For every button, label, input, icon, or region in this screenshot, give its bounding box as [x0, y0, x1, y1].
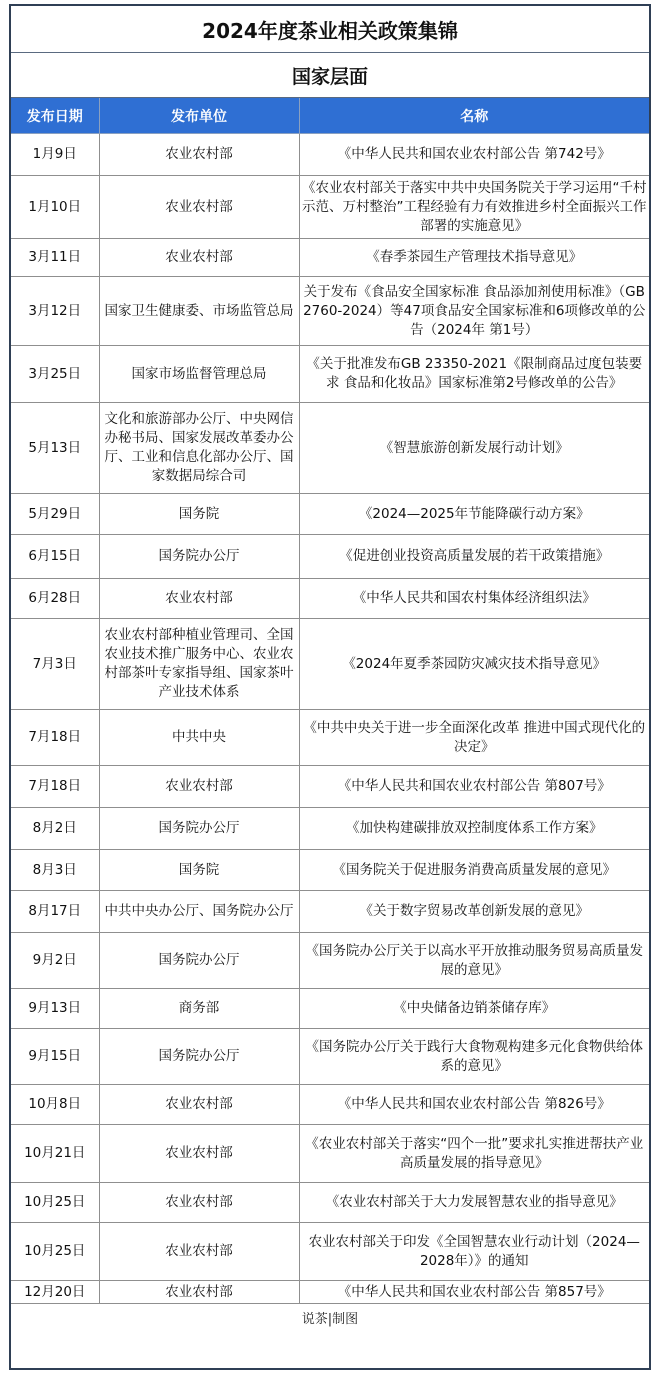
cell-name: 《中共中央关于进一步全面深化改革 推进中国式现代化的决定》 — [299, 710, 649, 766]
cell-date: 8月17日 — [11, 891, 99, 933]
cell-date: 3月11日 — [11, 239, 99, 277]
cell-name: 《智慧旅游创新发展行动计划》 — [299, 403, 649, 494]
table-row — [11, 1281, 649, 1304]
cell-unit: 农业农村部 — [99, 134, 299, 176]
table-row — [11, 619, 649, 710]
table-row — [11, 535, 649, 579]
cell-date: 9月2日 — [11, 933, 99, 989]
table-row — [11, 1183, 649, 1223]
cell-unit: 文化和旅游部办公厅、中央网信办秘书局、国家发展改革委办公厅、工业和信息化部办公厅、国家数据局综合司 — [99, 403, 299, 494]
table-row — [11, 1223, 649, 1281]
cell-unit: 农业农村部 — [99, 239, 299, 277]
cell-name: 《加快构建碳排放双控制度体系工作方案》 — [299, 808, 649, 850]
column-header-name: 名称 — [299, 98, 649, 134]
cell-date: 10月25日 — [11, 1183, 99, 1223]
section-title: 国家层面 — [11, 53, 649, 98]
cell-name: 《关于批准发布GB 23350-2021《限制商品过度包装要求 食品和化妆品》国家标准第2号修改单的公告》 — [299, 346, 649, 403]
cell-name: 《国务院办公厅关于践行大食物观构建多元化食物供给体系的意见》 — [299, 1029, 649, 1085]
table-row — [11, 403, 649, 494]
cell-unit: 国家市场监督管理总局 — [99, 346, 299, 403]
cell-date: 12月20日 — [11, 1281, 99, 1304]
cell-date: 10月21日 — [11, 1125, 99, 1183]
table-row — [11, 176, 649, 239]
cell-name: 《中华人民共和国农业农村部公告 第807号》 — [299, 766, 649, 808]
cell-unit: 国务院 — [99, 850, 299, 891]
table-row — [11, 579, 649, 619]
cell-name: 《国务院办公厅关于以高水平开放推动服务贸易高质量发展的意见》 — [299, 933, 649, 989]
table-body — [11, 134, 649, 1304]
cell-name: 《中华人民共和国农业农村部公告 第826号》 — [299, 1085, 649, 1125]
table-header-row — [11, 98, 649, 134]
cell-name: 关于发布《食品安全国家标准 食品添加剂使用标准》（GB 2760-2024）等47项食品安全国家标准和6项修改单的公告（2024年 第1号） — [299, 277, 649, 346]
policy-table-frame — [9, 4, 651, 1370]
page-title: 2024年度茶业相关政策集锦 — [11, 6, 649, 53]
table-row — [11, 1125, 649, 1183]
cell-unit: 国务院 — [99, 494, 299, 535]
column-header-date: 发布日期 — [11, 98, 99, 134]
cell-date: 5月13日 — [11, 403, 99, 494]
cell-date: 5月29日 — [11, 494, 99, 535]
table-row — [11, 346, 649, 403]
cell-unit: 农业农村部 — [99, 1085, 299, 1125]
cell-unit: 农业农村部 — [99, 1125, 299, 1183]
cell-date: 10月8日 — [11, 1085, 99, 1125]
table-row — [11, 277, 649, 346]
cell-unit: 农业农村部 — [99, 766, 299, 808]
cell-name: 《农业农村部关于大力发展智慧农业的指导意见》 — [299, 1183, 649, 1223]
cell-name: 《2024年夏季茶园防灾减灾技术指导意见》 — [299, 619, 649, 710]
cell-unit: 国务院办公厅 — [99, 808, 299, 850]
cell-date: 10月25日 — [11, 1223, 99, 1281]
cell-unit: 国家卫生健康委、市场监管总局 — [99, 277, 299, 346]
cell-date: 1月9日 — [11, 134, 99, 176]
table-row — [11, 766, 649, 808]
cell-unit: 中共中央办公厅、国务院办公厅 — [99, 891, 299, 933]
cell-date: 7月3日 — [11, 619, 99, 710]
cell-unit: 农业农村部种植业管理司、全国农业技术推广服务中心、农业农村部茶叶专家指导组、国家茶叶产业技术体系 — [99, 619, 299, 710]
cell-date: 3月12日 — [11, 277, 99, 346]
cell-name: 《促进创业投资高质量发展的若干政策措施》 — [299, 535, 649, 579]
cell-name: 《农业农村部关于落实“四个一批”要求扎实推进帮扶产业高质量发展的指导意见》 — [299, 1125, 649, 1183]
cell-name: 《关于数字贸易改革创新发展的意见》 — [299, 891, 649, 933]
table-row — [11, 1029, 649, 1085]
cell-unit: 国务院办公厅 — [99, 535, 299, 579]
table-row — [11, 239, 649, 277]
cell-unit: 农业农村部 — [99, 176, 299, 239]
table-row — [11, 1085, 649, 1125]
table-row — [11, 891, 649, 933]
cell-unit: 农业农村部 — [99, 1223, 299, 1281]
footer-credit: 说茶|制图 — [301, 1311, 359, 1327]
table-row — [11, 989, 649, 1029]
cell-unit: 国务院办公厅 — [99, 1029, 299, 1085]
cell-name: 《中华人民共和国农村集体经济组织法》 — [299, 579, 649, 619]
cell-date: 3月25日 — [11, 346, 99, 403]
cell-date: 8月3日 — [11, 850, 99, 891]
cell-date: 6月15日 — [11, 535, 99, 579]
cell-name: 《2024—2025年节能降碳行动方案》 — [299, 494, 649, 535]
cell-date: 8月2日 — [11, 808, 99, 850]
cell-date: 9月13日 — [11, 989, 99, 1029]
cell-name: 农业农村部关于印发《全国智慧农业行动计划（2024—2028年）》的通知 — [299, 1223, 649, 1281]
cell-unit: 农业农村部 — [99, 1183, 299, 1223]
table-row — [11, 710, 649, 766]
cell-name: 《春季茶园生产管理技术指导意见》 — [299, 239, 649, 277]
cell-unit: 商务部 — [99, 989, 299, 1029]
cell-name: 《中华人民共和国农业农村部公告 第857号》 — [299, 1281, 649, 1304]
policy-table — [11, 98, 649, 1304]
table-row — [11, 494, 649, 535]
table-row — [11, 808, 649, 850]
table-row — [11, 850, 649, 891]
cell-unit: 中共中央 — [99, 710, 299, 766]
cell-date: 9月15日 — [11, 1029, 99, 1085]
cell-name: 《农业农村部关于落实中共中央国务院关于学习运用“千村示范、万村整治”工程经验有力有效推进乡村全面振兴工作部署的实施意见》 — [299, 176, 649, 239]
cell-date: 7月18日 — [11, 710, 99, 766]
cell-name: 《中华人民共和国农业农村部公告 第742号》 — [299, 134, 649, 176]
cell-unit: 农业农村部 — [99, 1281, 299, 1304]
cell-unit: 农业农村部 — [99, 579, 299, 619]
cell-date: 1月10日 — [11, 176, 99, 239]
cell-date: 7月18日 — [11, 766, 99, 808]
cell-date: 6月28日 — [11, 579, 99, 619]
cell-unit: 国务院办公厅 — [99, 933, 299, 989]
column-header-unit: 发布单位 — [99, 98, 299, 134]
cell-name: 《国务院关于促进服务消费高质量发展的意见》 — [299, 850, 649, 891]
table-row — [11, 933, 649, 989]
cell-name: 《中央储备边销茶储存库》 — [299, 989, 649, 1029]
table-row — [11, 134, 649, 176]
